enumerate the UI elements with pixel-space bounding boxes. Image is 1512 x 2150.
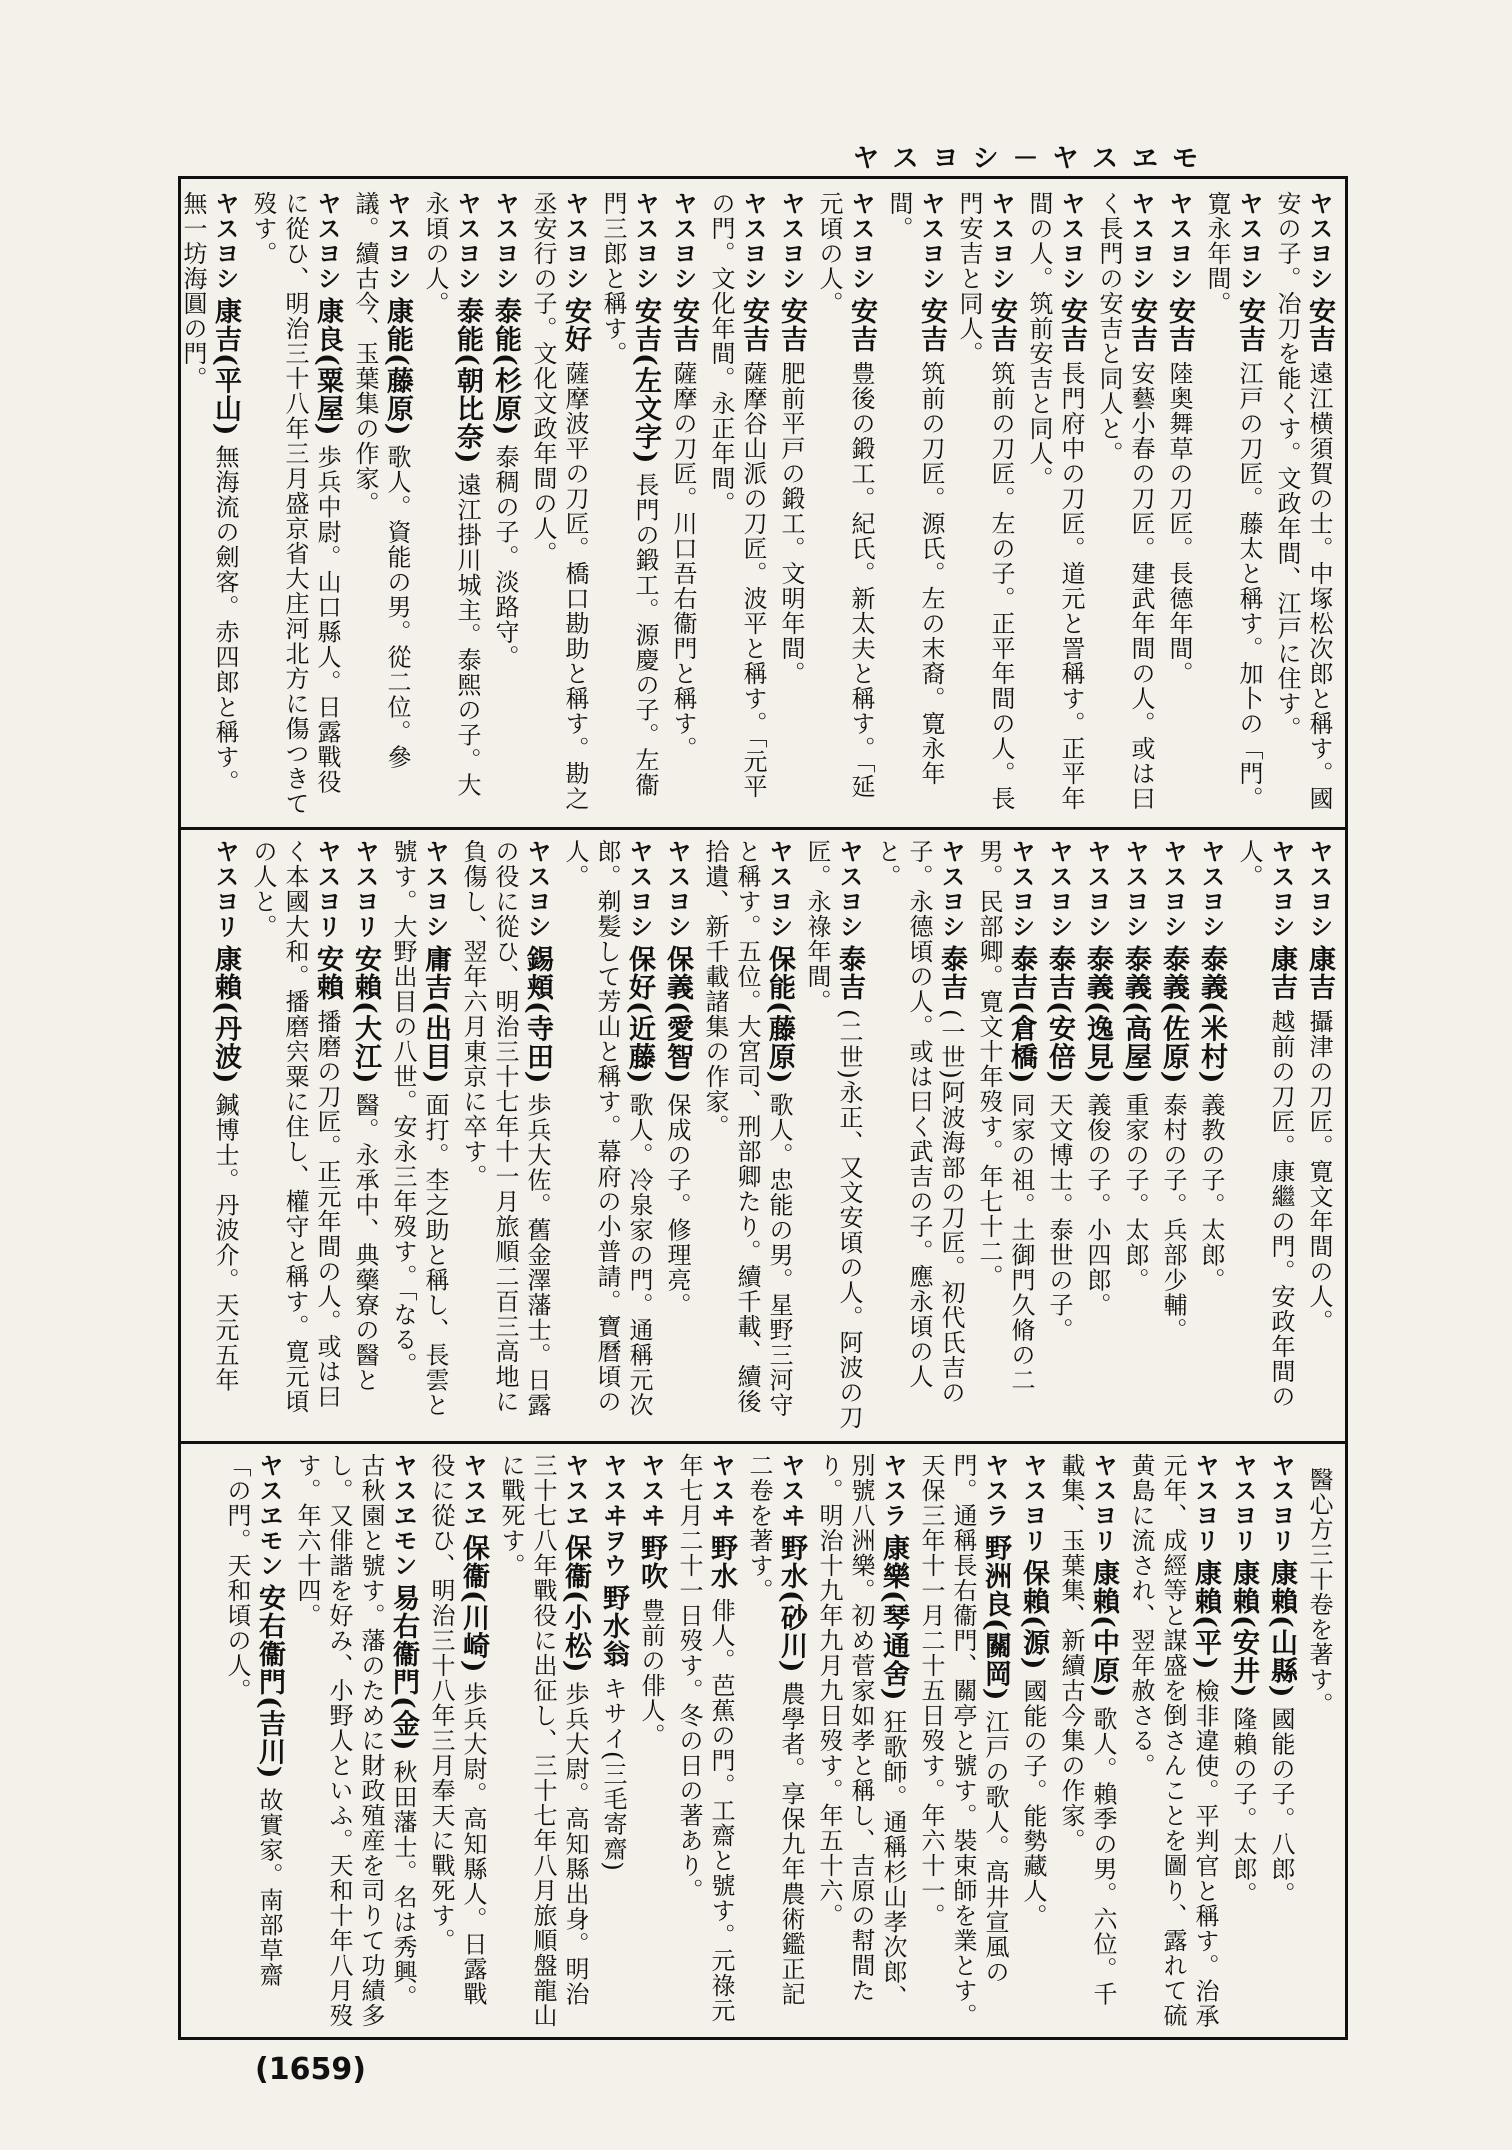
entry-name: 安右衞門(吉川)	[254, 1584, 285, 1780]
entry-name: 野吹	[636, 1534, 667, 1590]
entry-text: 安藝小春の刀匠。建武年間の人。或は曰く長門の安吉と同人と。	[1095, 191, 1155, 811]
entry-name: 康良(粟屋)	[312, 297, 343, 437]
dictionary-entry	[743, 1453, 807, 2031]
dictionary-entry	[209, 839, 241, 1433]
entry-text: 歩兵大尉。高知縣人。日露戰役に從ひ、明治三十八年三月奉天に戰死す。	[427, 1453, 487, 2007]
entry-name: 安吉(左文字)	[630, 297, 661, 465]
dictionary-entry	[1023, 191, 1087, 819]
dictionary-entry	[1119, 839, 1151, 1433]
entry-name: 安吉	[1126, 297, 1157, 353]
dictionary-entry	[1093, 191, 1157, 819]
entry-name: 安吉	[668, 297, 699, 353]
dictionary-entry	[667, 191, 699, 819]
entry-name: 保衞(小松)	[560, 1534, 591, 1674]
entry-reading: ヤスヨシ	[937, 839, 965, 939]
entry-text: 遠江掛川城主。泰煕の子。大永頃の人。	[421, 191, 481, 798]
dictionary-entry	[1265, 1453, 1297, 2031]
entry-text: 歌人。忠能の男。星野三河守と稱す。五位。大宮司、刑部卿たり。續千載、續後拾遺、新千載諸集の作家。	[701, 839, 793, 1418]
entry-reading: ヤスヨシ	[1127, 191, 1155, 291]
entry-name: 康能(藤原)	[382, 297, 413, 437]
dictionary-entry	[673, 1453, 737, 2031]
dictionary-entry	[635, 1453, 667, 2031]
entry-reading: ヤスヨシ	[625, 839, 653, 939]
entry-reading: ヤスヨシ	[1305, 839, 1333, 939]
dictionary-entry	[1163, 191, 1195, 819]
dictionary-entry	[1227, 1453, 1259, 2031]
entry-text: 狂歌師。通稱杉山孝次郎、別號八洲樂。初め菅家如孝と稱し、吉原の幇間たり。明治十九年九月九日歿す。年五十六。	[815, 1453, 907, 2010]
entry-text: 義教の子。太郎。	[1197, 1092, 1225, 1293]
entry-text: 歌人。資能の男。從二位。參議。續古今、玉葉集の作家。	[351, 191, 411, 770]
dictionary-entry	[1303, 1453, 1335, 2031]
dictionary-entry	[1233, 839, 1297, 1433]
dictionary-entry	[1081, 839, 1113, 1433]
dictionary-entry	[349, 839, 381, 1433]
dictionary-entry	[1017, 1453, 1049, 2031]
entry-name: 康樂(琴通舍)	[878, 1534, 909, 1702]
entry-name: 康賴(丹波)	[210, 945, 241, 1085]
entry-text: 醫。永承中、典藥寮の醫と	[351, 1092, 379, 1393]
entry-name: 安吉	[738, 297, 769, 353]
entry-name: 錫頬(寺田)	[522, 945, 553, 1085]
entry-text: 無海流の劍客。赤四郎と稱す。無一坊海圓の門。	[179, 191, 239, 795]
entry-reading: ヤスヱ	[561, 1453, 589, 1528]
dictionary-entry	[1157, 839, 1189, 1433]
entry-text: 豊後の鍛工。紀氏。新太夫と稱す。「延元頃の人。	[815, 191, 875, 799]
entry-reading: ヤスヨシ	[835, 839, 863, 939]
entry-name: 安吉	[1234, 297, 1265, 353]
dictionary-entry	[247, 191, 343, 819]
entry-text: 陸奥舞草の刀匠。長德年間。	[1165, 361, 1193, 686]
entry-reading: ヤスヨリ	[1229, 1453, 1257, 1553]
entry-reading: ヤスヰ	[637, 1453, 665, 1528]
page-number: (1659)	[255, 2052, 366, 2087]
entry-reading: ヤスヰヲウ	[599, 1453, 627, 1578]
entry-name: 泰吉	[834, 945, 865, 1001]
entry-reading: ヤスヨシ	[777, 191, 805, 291]
entry-name: 泰義(逸見)	[1082, 945, 1113, 1085]
entry-reading: ヤスヨシ	[211, 191, 239, 291]
dictionary-entry	[495, 1453, 591, 2031]
entry-text: 歩兵大尉。高知縣出身。明治三十七八年戰役に出征し、三十七年八月旅順盤龍山に戰死す。	[497, 1453, 589, 2028]
dictionary-entry	[247, 839, 343, 1433]
entry-reading: ヤスヨシ	[1305, 191, 1333, 291]
entry-name: 野洲良(關岡)	[980, 1534, 1011, 1702]
entry-name: 庸吉(出目)	[420, 945, 451, 1085]
entry-reading: ヤスヨシ	[631, 191, 659, 291]
dictionary-entry	[291, 1453, 419, 2031]
entry-name: 安賴(大江)	[350, 945, 381, 1085]
entry-reading: ヤスヨシ	[1165, 191, 1193, 291]
entry-text: 薩摩波平の刀匠。橋口勘助と稱す。勘之丞安行の子。文化文政年間の人。	[529, 191, 589, 811]
entry-name: 康吉	[1304, 945, 1335, 1001]
running-head: ヤスヨシ－ヤスヱモ	[853, 144, 1212, 174]
entry-name: 安賴	[312, 945, 343, 1001]
entry-text: 江戸の刀匠。藤太と稱す。加卜の「門。寛永年間。	[1203, 191, 1263, 811]
entry-name: 野水翁	[598, 1584, 629, 1668]
entry-reading: ヤスヨシ	[765, 839, 793, 939]
entry-reading: ヤスヨシ	[1235, 191, 1263, 291]
entry-name: 保好(近藤)	[624, 945, 655, 1085]
entry-name: 野水	[706, 1534, 737, 1590]
entry-text: 天文博士。泰世の子。	[1045, 1092, 1073, 1343]
entry-text: 長門の鍛工。源慶の子。左衞門三郎と稱す。	[599, 191, 659, 798]
dictionary-entry	[1043, 839, 1075, 1433]
entry-name: 泰義(米村)	[1196, 945, 1227, 1085]
entry-text: 豊前の俳人。	[637, 1598, 665, 1748]
dictionary-entry	[1125, 1453, 1221, 2031]
entry-reading: ヤスヨシ	[739, 191, 767, 291]
entry-text: 面打。杢之助と稱し、長雲と號す。大野出目の八世。安永三年歿す。「なる。	[389, 839, 449, 1418]
entry-text: 泰稠の子。淡路守。	[491, 444, 519, 670]
tier-bottom	[191, 1453, 1335, 2031]
tier-middle	[191, 839, 1335, 1433]
dictionary-entry	[1201, 191, 1265, 819]
entry-name: 安吉	[986, 297, 1017, 353]
entry-reading: ヤスヰ	[707, 1453, 735, 1528]
entry-reading: ヤスヱモン	[389, 1453, 417, 1578]
entry-reading: ヤスヨリ	[211, 839, 239, 939]
entry-reading: ヤスヨリ	[313, 839, 341, 939]
entry-text: 同家の祖。土御門久脩の二男。民部卿。寛文十年歿す。年七十二。	[975, 839, 1035, 1393]
entry-reading: ヤスヨシ	[313, 191, 341, 291]
entry-text: 遠江横須賀の士。中塚松次郎と稱す。國安の子。冶刀を能くす。文政年間、江戸に住す。	[1273, 191, 1333, 811]
entry-text: 播磨の刀匠。正元年間の人。或は曰く本國大和。播磨宍粟に住し、權守と稱す。寛元頃の人と。	[249, 839, 341, 1414]
dictionary-entry	[1303, 839, 1335, 1433]
entry-reading: ヤスヨシ	[987, 191, 1015, 291]
entry-text: 義俊の子。小四郎。	[1083, 1092, 1111, 1318]
entry-reading: ヤスヨシ	[1057, 191, 1085, 291]
entry-name: 康吉	[1266, 945, 1297, 1001]
entry-text: 俳人。芭蕉の門。工齋と號す。元祿元年七月二十一日歿す。冬の日の著あり。	[675, 1453, 735, 2023]
dictionary-entry	[1195, 839, 1227, 1433]
entry-name: 泰吉(倉橋)	[1006, 945, 1037, 1085]
dictionary-entry	[527, 191, 591, 819]
entry-text: キサイ(三毛寄齋)	[599, 1676, 627, 1872]
dictionary-entry	[973, 839, 1037, 1433]
dictionary-entry	[387, 839, 451, 1433]
entry-name: 安吉	[1164, 297, 1195, 353]
dictionary-entry	[1271, 191, 1335, 819]
dictionary-entry	[915, 1453, 1011, 2031]
dictionary-entry	[1055, 1453, 1119, 2031]
entry-name: 安吉	[1056, 297, 1087, 353]
entry-reading: ヤスヨシ	[1007, 839, 1035, 939]
entry-name: 康賴(中原)	[1088, 1559, 1119, 1699]
entry-name: 安吉	[776, 297, 807, 353]
dictionary-entry	[801, 839, 865, 1433]
entry-reading: ヤスヰ	[777, 1453, 805, 1528]
dictionary-entry	[813, 191, 877, 819]
entry-text: 國能の子。能勢藏人。	[1019, 1678, 1047, 1929]
dictionary-entry	[177, 191, 241, 819]
entry-reading: ヤスヨシ	[1197, 839, 1225, 939]
entry-name: 野水(砂川)	[776, 1534, 807, 1674]
entry-reading: ヤスヨリ	[1191, 1453, 1219, 1553]
entry-name: 安好	[560, 297, 591, 353]
entry-name: 泰吉(安倍)	[1044, 945, 1075, 1085]
entry-text: 攝津の刀匠。寛文年間の人。	[1305, 1009, 1333, 1334]
entry-reading: ヤスヨシ	[383, 191, 411, 291]
entry-reading: ヤスヨシ	[421, 839, 449, 939]
dictionary-entry	[597, 1453, 629, 2031]
entry-text: 隆賴の子。太郎。	[1229, 1706, 1257, 1907]
entry-text: 薩摩谷山派の刀匠。波平と稱す。「元平の門。文化年間。永正年間。	[707, 191, 767, 799]
dictionary-entry	[883, 191, 947, 819]
entry-name: 安吉	[1304, 297, 1335, 353]
entry-reading: ヤスヱ	[459, 1453, 487, 1528]
tier-top	[179, 191, 1335, 819]
entry-reading: ヤスヨシ	[663, 839, 691, 939]
entry-name: 安吉	[916, 297, 947, 353]
dictionary-entry	[813, 1453, 909, 2031]
entry-name: 泰吉	[936, 945, 967, 1001]
entry-name: 泰義(高屋)	[1120, 945, 1151, 1085]
entry-text: 醫心方三十卷を著す。	[1305, 1467, 1333, 1717]
entry-reading: ヤスヨシ	[1159, 839, 1187, 939]
entry-text: (一世)阿波海部の刀匠。初代氏吉の子。永德頃の人。或は曰く武吉の子。應永頃の人と。	[873, 839, 965, 1405]
entry-text: 筑前の刀匠。源氏。左の末裔。寛永年間。	[885, 191, 945, 786]
entry-name: 易右衞門(金)	[388, 1584, 419, 1752]
entry-reading: ヤスヨシ	[561, 191, 589, 291]
dictionary-entry	[489, 191, 521, 819]
entry-text: 鍼博士。丹波介。天元五年	[211, 1092, 239, 1393]
entry-text: 江戸の歌人。高井宣風の門。通稱長右衞門、關亭と號す。裝束師を業とす。天保三年十一月二十五日歿す。年六十一。	[917, 1453, 1009, 2028]
entry-name: 泰義(佐原)	[1158, 945, 1189, 1085]
dictionary-entry	[705, 191, 769, 819]
dictionary-entry	[775, 191, 807, 819]
entry-name: 康賴(山縣)	[1266, 1559, 1297, 1699]
dictionary-entry	[699, 839, 795, 1433]
entry-text: 國能の子。八郎。	[1267, 1706, 1295, 1907]
entry-reading: ヤスヨシ	[669, 191, 697, 291]
entry-text: 歌人。賴季の男。六位。千載集、玉葉集、新續古今集の作家。	[1057, 1453, 1117, 2007]
dictionary-entry	[221, 1453, 285, 2031]
entry-reading: ヤスヨシ	[847, 191, 875, 291]
entry-name: 康吉(平山)	[210, 297, 241, 437]
tier-divider	[181, 1441, 1345, 1444]
entry-reading: ヤスヨシ	[1121, 839, 1149, 939]
entry-name: 泰能(朝比奈)	[452, 297, 483, 465]
entry-text: 秋田藩士。名は秀興。古秋園と號す。藩のために財政殖産を司りて功績多し。又俳諧を好み、小野人といふ。天和十年八月歿す。年六十四。	[293, 1453, 417, 2028]
dictionary-entry	[349, 191, 413, 819]
entry-text: 肥前平戸の鍛工。文明年間。	[777, 361, 805, 686]
dictionary-entry	[953, 191, 1017, 819]
entry-text: 歩兵中尉。山口縣人。日露戰役に從ひ、明治三十八年三月盛京省大庄河北方に傷つきて歿す。	[249, 191, 341, 816]
dictionary-entry	[559, 839, 655, 1433]
entry-name: 安吉	[846, 297, 877, 353]
entry-text: 長門府中の刀匠。道元と詈稱す。正平年間の人。筑前安吉と同人。	[1025, 191, 1085, 811]
entry-text: 歌人。冷泉家の門。通稱元次郎。剃髪して芳山と稱す。幕府の小普請。寶曆頃の人。	[561, 839, 653, 1418]
entry-reading: ヤスヨシ	[453, 191, 481, 291]
entry-reading: ヤスヨリ	[1267, 1453, 1295, 1553]
entry-reading: ヤスヨシ	[1083, 839, 1111, 939]
entry-reading: ヤスヨシ	[491, 191, 519, 291]
entry-reading: ヤスラ	[981, 1453, 1009, 1528]
entry-reading: ヤスヨリ	[1089, 1453, 1117, 1553]
entry-text: 筑前の刀匠。左の子。正平年間の人。長門安吉と同人。	[955, 191, 1015, 811]
entry-text: 泰村の子。兵部少輔。	[1159, 1092, 1187, 1343]
dictionary-entry	[871, 839, 967, 1433]
entry-reading: ヤスヨシ	[1045, 839, 1073, 939]
entry-reading: ヤスヨリ	[1019, 1453, 1047, 1553]
entry-text: 故實家。南部草齋「の門。天和頃の人。	[223, 1453, 283, 1988]
entry-reading: ヤスヨリ	[351, 839, 379, 939]
entry-text: 歩兵大佐。舊金澤藩士。日露の役に從ひ、明治三十七年十一月旅順二百三高地に負傷し、翌年六月東京に卒す。	[459, 839, 551, 1418]
dictionary-entry	[425, 1453, 489, 2031]
entry-name: 泰能(杉原)	[490, 297, 521, 437]
entry-name: 康賴(平)	[1190, 1559, 1221, 1671]
entry-reading: ヤスヨシ	[917, 191, 945, 291]
entry-text: 薩摩の刀匠。川口吾右衞門と稱す。	[669, 361, 697, 761]
dictionary-entry	[597, 191, 661, 819]
entry-text: 重家の子。太郎。	[1121, 1092, 1149, 1293]
entry-text: 檢非違使。平判官と稱す。治承元年、成經等と謀盛を倒さんことを圖り、露れて硫黄島に流され、翌年赦さる。	[1127, 1453, 1219, 2029]
entry-reading: ヤスヱモン	[255, 1453, 283, 1578]
entry-reading: ヤスヨシ	[1267, 839, 1295, 939]
entry-name: 保衞(川崎)	[458, 1534, 489, 1674]
dictionary-entry	[661, 839, 693, 1433]
page-frame	[178, 176, 1348, 2040]
entry-reading: ヤスヨシ	[523, 839, 551, 939]
entry-name: 保義(愛智)	[662, 945, 693, 1085]
dictionary-entry	[457, 839, 553, 1433]
tier-divider	[181, 827, 1345, 830]
dictionary-entry	[419, 191, 483, 819]
entry-name: 保賴(源)	[1018, 1559, 1049, 1671]
entry-name: 康賴(安井)	[1228, 1559, 1259, 1699]
entry-reading: ヤスラ	[879, 1453, 907, 1528]
entry-text: 農學者。享保九年農術鑑正記二卷を著す。	[745, 1453, 805, 2007]
entry-text: (二世)永正、又文安頃の人。阿波の刀匠。永祿年間。	[803, 839, 863, 1430]
entry-text: 越前の刀匠。康繼の門。安政年間の人。	[1235, 839, 1295, 1409]
entry-name: 保能(藤原)	[764, 945, 795, 1085]
entry-text: 保成の子。修理亮。	[663, 1092, 691, 1318]
